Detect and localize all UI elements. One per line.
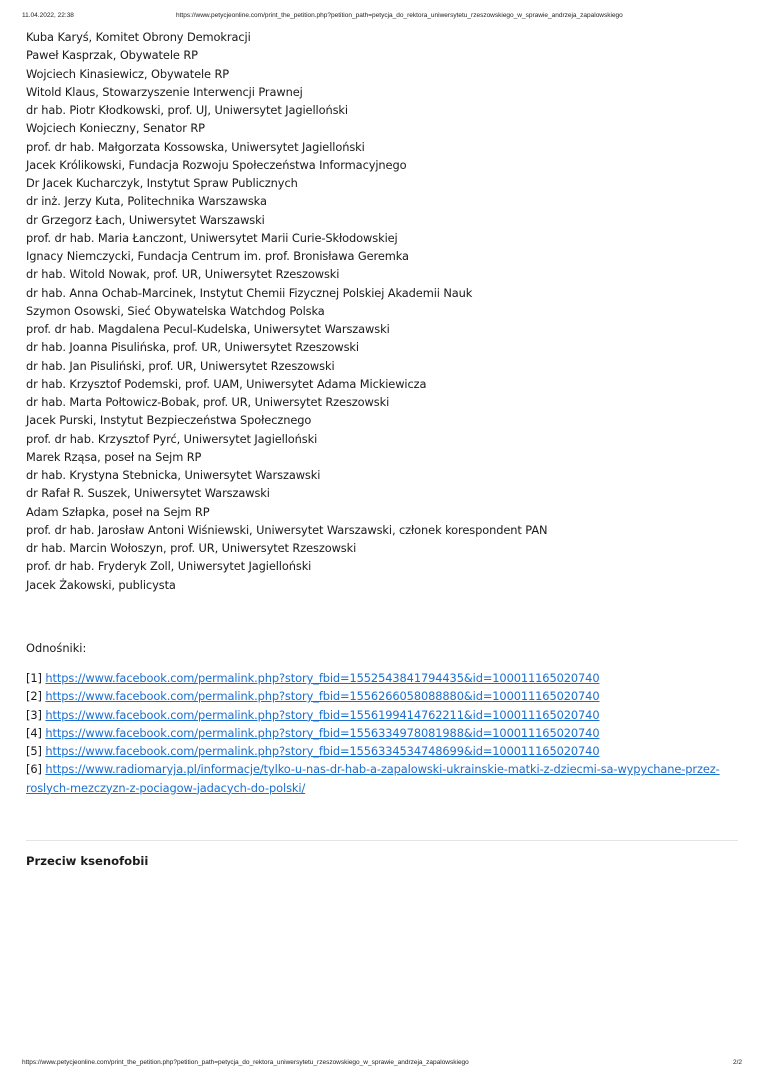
print-date: 11.04.2022, 22:38 (22, 12, 74, 19)
signatory-item: Jacek Żakowski, publicysta (26, 577, 176, 592)
reference-number: [4] (26, 725, 42, 740)
reference-item (26, 687, 738, 705)
reference-item (26, 742, 738, 760)
petition-content (26, 28, 738, 594)
reference-link[interactable]: https://www.facebook.com/permalink.php?story_fbid=1556199414762211&id=100011165020740 (45, 707, 600, 722)
signatory-item: Paweł Kasprzak, Obywatele RP (26, 48, 198, 63)
signatory-item: dr hab. Krzysztof Podemski, prof. UAM, Uniwersytet Adama Mickiewicza (26, 376, 427, 391)
page-number: 2/2 (732, 1059, 742, 1066)
reference-number: [2] (26, 689, 42, 704)
signatory-item: Ignacy Niemczycki, Fundacja Centrum im. prof. Bronisława Geremka (26, 249, 409, 263)
signatory-item: prof. dr hab. Maria Łanczont, Uniwersytet Marii Curie-Skłodowskiej (26, 230, 398, 245)
signatory-item: Wojciech Kinasiewicz, Obywatele RP (26, 66, 230, 81)
signatory-item: Witold Klaus, Stowarzyszenie Interwencji Prawnej (26, 84, 303, 99)
reference-item (26, 724, 738, 742)
reference-link[interactable]: https://www.facebook.com/permalink.php?story_fbid=1556334978081988&id=100011165020740 (45, 725, 600, 740)
signatory-item: prof. dr hab. Magdalena Pecul-Kudelska, Uniwersytet Warszawski (26, 322, 390, 336)
signatory-item: prof. dr hab. Fryderyk Zoll, Uniwersytet Jagielloński (26, 559, 312, 574)
signatory-item: prof. dr hab. Jarosław Antoni Wiśniewski, Uniwersytet Warszawski, członek korespondent PAN (26, 522, 548, 537)
reference-item (26, 706, 738, 724)
reference-number: [6] (26, 762, 42, 777)
signatory-item: dr hab. Jan Pisuliński, prof. UR, Uniwersytet Rzeszowski (26, 358, 335, 373)
signatory-item: Szymon Osowski, Sieć Obywatelska Watchdog Polska (26, 303, 325, 318)
reference-link[interactable]: https://www.facebook.com/permalink.php?story_fbid=1552543841794435&id=100011165020740 (45, 671, 600, 685)
signatory-item: dr hab. Anna Ochab-Marcinek, Instytut Chemii Fizycznej Polskiej Akademii Nauk (26, 285, 473, 300)
signatory-item: dr hab. Joanna Pisulińska, prof. UR, Uniwersytet Rzeszowski (26, 340, 359, 355)
signatory-item: dr hab. Piotr Kłodkowski, prof. UJ, Uniwersytet Jagielloński (26, 103, 348, 117)
signatory-item: Kuba Karyś, Komitet Obrony Demokracji (26, 30, 251, 44)
reference-link[interactable]: https://www.facebook.com/permalink.php?story_fbid=1556266058088880&id=100011165020740 (45, 689, 600, 704)
signatory-item: prof. dr hab. Małgorzata Kossowska, Uniwersytet Jagielloński (26, 139, 365, 154)
signatory-item: dr Rafał R. Suszek, Uniwersytet Warszawski (26, 486, 270, 501)
signatory-item: dr inż. Jerzy Kuta, Politechnika Warszawska (26, 194, 267, 209)
print-header-url: https://www.petycjeonline.com/print_the_petition.php?petition_path=petycja_do_rektora_uniwersytetu_rzeszowskiego_w_sprawie_andrzeja_zapalowskiego (176, 12, 623, 19)
section-title: Przeciw ksenofobii (26, 854, 149, 868)
signatories-list (26, 28, 738, 594)
section-divider (26, 840, 738, 841)
signatory-item: dr hab. Witold Nowak, prof. UR, Uniwersytet Rzeszowski (26, 267, 340, 282)
signatory-item: Dr Jacek Kucharczyk, Instytut Spraw Publicznych (26, 176, 298, 190)
reference-link[interactable]: https://www.radiomaryja.pl/informacje/tylko-u-nas-dr-hab-a-zapalowski-ukrainskie-matki-z-dziecmi-sa-wypychane-przez-roslych-mezczyzn-z-pociagow-jadacych-do-polski/ (26, 762, 720, 795)
reference-item (26, 760, 738, 797)
references-heading: Odnośniki: (26, 641, 87, 655)
signatory-item: dr Grzegorz Łach, Uniwersytet Warszawski (26, 212, 265, 227)
reference-item (26, 669, 738, 687)
reference-number: [3] (26, 707, 42, 722)
signatory-item: Adam Szłapka, poseł na Sejm RP (26, 504, 210, 519)
signatory-item: dr hab. Marcin Wołoszyn, prof. UR, Uniwersytet Rzeszowski (26, 541, 357, 555)
signatory-item: dr hab. Krystyna Stebnicka, Uniwersytet Warszawski (26, 468, 321, 482)
signatory-item: dr hab. Marta Połtowicz-Bobak, prof. UR, Uniwersytet Rzeszowski (26, 395, 390, 409)
reference-number: [1] (26, 671, 42, 685)
signatory-item: prof. dr hab. Krzysztof Pyrć, Uniwersytet Jagielloński (26, 431, 318, 446)
print-footer-url: https://www.petycjeonline.com/print_the_petition.php?petition_path=petycja_do_rektora_uniwersytetu_rzeszowskiego_w_sprawie_andrzeja_zapalowskiego (22, 1059, 469, 1066)
signatory-item: Jacek Purski, Instytut Bezpieczeństwa Społecznego (26, 413, 312, 428)
signatory-item: Wojciech Konieczny, Senator RP (26, 121, 205, 136)
signatory-item: Jacek Królikowski, Fundacja Rozwoju Społeczeństwa Informacyjnego (26, 157, 407, 172)
signatory-item: Marek Rząsa, poseł na Sejm RP (26, 449, 202, 464)
references-list (26, 669, 738, 797)
reference-number: [5] (26, 744, 42, 758)
reference-link[interactable]: https://www.facebook.com/permalink.php?story_fbid=1556334534748699&id=100011165020740 (45, 744, 600, 758)
